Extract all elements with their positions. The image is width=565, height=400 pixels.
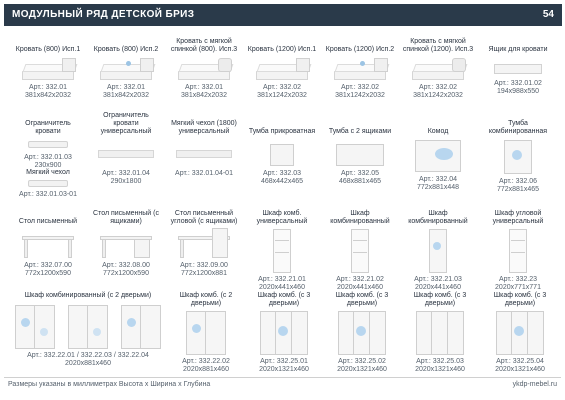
product-name: Стол письменный (с ящиками) [93, 210, 159, 225]
product-name: Кровать (800) Исп.2 [93, 46, 159, 53]
product-article: Арт.: 332.02 [262, 84, 302, 91]
product-dimensions: 381х1242х2032 [335, 92, 385, 99]
product-dimensions: 468х881х465 [338, 178, 382, 185]
product-dimensions: 772х881х465 [496, 186, 540, 193]
product-dimensions: 2020х441х460 [415, 284, 461, 291]
footer-website-link[interactable]: ykdp-mebel.ru [512, 381, 557, 388]
product-dimensions: 381х1242х2032 [413, 92, 463, 99]
product-dimensions: 2020х441х460 [337, 284, 383, 291]
footer-divider [4, 377, 561, 378]
product-article: Арт.: 332.01.04 [102, 170, 150, 177]
product-article: Арт.: 332.25.03 [416, 358, 464, 365]
cover-image [174, 138, 234, 168]
product-dimensions: 194х988х550 [496, 88, 540, 95]
wardrobe-image [414, 310, 466, 356]
product-dimensions: 2020х1321х460 [415, 366, 465, 373]
product-name: Ограничитель кровати универсальный [100, 112, 152, 135]
desk-image [20, 228, 76, 260]
drawer-image [490, 56, 546, 78]
product-article: Арт.: 332.25.01 [260, 358, 308, 365]
product-name: Комод [427, 128, 449, 135]
product-name: Кровать (1200) Исп.2 [325, 46, 395, 53]
product-article: Арт.: 332.09.00 [180, 262, 228, 269]
product-bed-800-soft[interactable] [168, 36, 240, 100]
wardrobe-image [13, 304, 57, 350]
bed-image [174, 56, 234, 82]
product-article: Арт.: 332.02 [340, 84, 380, 91]
product-name: Шкаф комбинированный [408, 210, 468, 225]
rail-image [96, 138, 156, 168]
rail-image [22, 138, 74, 152]
product-desk-corner[interactable] [168, 208, 240, 278]
product-bed-1200-v1[interactable] [246, 36, 318, 100]
product-wardrobe-2doors[interactable] [170, 290, 242, 374]
product-dimensions: 230х900 [34, 162, 62, 169]
product-name: Мягкий чехол (1800) универсальный [171, 120, 237, 135]
product-dimensions: 2020х771х771 [495, 284, 541, 291]
bed-image [18, 56, 78, 82]
product-name: Шкаф комб. (с 3 дверьми) [257, 292, 311, 307]
wardrobe-image [349, 228, 371, 274]
product-article: Арт.: 332.06 [498, 178, 538, 185]
product-name: Мягкий чехол [26, 169, 70, 176]
product-name: Шкаф комб. универсальный [256, 210, 308, 225]
product-dimensions: 381х842х2032 [25, 92, 71, 99]
product-article: Арт.: 332.01.03-01 [19, 191, 77, 198]
product-dimensions: 468х442х465 [260, 178, 304, 185]
product-wardrobe-combined-1[interactable] [324, 208, 396, 292]
product-wardrobe-3doors-3[interactable] [404, 290, 476, 374]
product-dimensions: 2020х1321х460 [337, 366, 387, 373]
product-wardrobe-3doors-1[interactable] [248, 290, 320, 374]
product-article: Арт.: 332.01 [184, 84, 224, 91]
product-article: Арт.: 332.02 [418, 84, 458, 91]
product-name: Ящик для кровати [488, 46, 548, 53]
bed-image [96, 56, 156, 82]
product-dimensions: 2020х441х460 [259, 284, 305, 291]
footer-note: Размеры указаны в миллиметрах Высота х Ширина х Глубина [8, 381, 211, 388]
product-article: Арт.: 332.23 [498, 276, 538, 283]
desk-image [176, 228, 232, 260]
product-bed-1200-v2[interactable] [324, 36, 396, 100]
product-article: Арт.: 332.22.02 [182, 358, 230, 365]
product-name: Шкаф комб. (с 3 дверьми) [413, 292, 467, 307]
product-wardrobe-2doors-set[interactable] [8, 290, 168, 368]
wardrobe-image [258, 310, 310, 356]
product-name: Тумба с 2 ящиками [328, 128, 392, 135]
product-dimensions: 772х1200х590 [103, 270, 149, 277]
product-name: Тумба комбинированная [488, 120, 548, 135]
bed-image [330, 56, 390, 82]
product-wardrobe-3doors-4[interactable] [484, 290, 556, 374]
product-dimensions: 381х842х2032 [103, 92, 149, 99]
product-article: Арт.: 332.01.03 [24, 154, 72, 161]
product-nightstand[interactable] [246, 118, 318, 186]
product-soft-cover-1800[interactable] [168, 118, 240, 178]
product-wardrobe-corner[interactable] [482, 208, 554, 292]
wardrobe-image-group [8, 304, 168, 350]
product-article: Арт.: 332.01 [28, 84, 68, 91]
product-article: Арт.: 332.01.02 [494, 80, 542, 87]
stand-image [335, 138, 385, 168]
product-article: Арт.: 332.04 [418, 176, 458, 183]
product-bed-1200-soft[interactable] [402, 36, 474, 100]
product-name: Шкаф комб. (с 2 дверьми) [179, 292, 233, 307]
product-desk[interactable] [12, 208, 84, 278]
product-dimensions: 772х881х448 [416, 184, 460, 191]
product-stand-combined[interactable] [482, 118, 554, 194]
bed-image [408, 56, 468, 82]
product-article: Арт.: 332.21.02 [336, 276, 384, 283]
product-wardrobe-combined-2[interactable] [402, 208, 474, 292]
product-name: Кровать с мягкой спинкой (800). Исп.3 [170, 38, 238, 53]
product-name: Шкаф комб. (с 3 дверьми) [493, 292, 547, 307]
product-article: Арт.: 332.25.02 [338, 358, 386, 365]
product-chest[interactable] [402, 118, 474, 192]
product-soft-cover-small[interactable] [12, 168, 84, 199]
product-dimensions: 2020х1321х460 [495, 366, 545, 373]
wardrobe-image [507, 228, 529, 274]
product-name: Кровать с мягкой спинкой (1200). Исп.3 [402, 38, 474, 53]
cover-image [22, 179, 74, 189]
page-number: 54 [542, 9, 554, 20]
wardrobe-image [271, 228, 293, 274]
product-dimensions: 2020х881х460 [65, 360, 111, 367]
product-article: Арт.: 332.05 [340, 170, 380, 177]
product-name: Кровать (800) Исп.1 [15, 46, 81, 53]
product-name: Шкаф комбинированный [330, 210, 390, 225]
desk-image [98, 228, 154, 260]
product-name: Шкаф комбинированный (с 2 дверьми) [24, 292, 152, 299]
product-bed-800-v1[interactable] [12, 36, 84, 100]
page-header [4, 4, 562, 26]
page-title: МОДУЛЬНЫЙ РЯД ДЕТСКОЙ БРИЗ [12, 9, 195, 20]
wardrobe-image [427, 228, 449, 274]
product-article: Арт.: 332.03 [262, 170, 302, 177]
product-bed-rail[interactable] [12, 118, 84, 170]
product-article: Арт.: 332.08.00 [102, 262, 150, 269]
product-wardrobe-3doors-2[interactable] [326, 290, 398, 374]
product-article: Арт.: 332.07.00 [24, 262, 72, 269]
product-name: Шкаф комб. (с 3 дверьми) [335, 292, 389, 307]
product-name: Стол письменный угловой (с ящиками) [170, 210, 238, 225]
product-dimensions: 2020х1321х460 [259, 366, 309, 373]
wardrobe-image [494, 310, 546, 356]
product-name: Ограничитель кровати [25, 120, 71, 135]
product-stand-2-drawers[interactable] [324, 118, 396, 186]
wardrobe-image [184, 310, 228, 356]
product-bed-drawer[interactable] [482, 36, 554, 96]
product-dimensions: 381х1242х2032 [257, 92, 307, 99]
wardrobe-image [119, 304, 163, 350]
bed-image [252, 56, 312, 82]
product-dimensions: 772х1200х881 [181, 270, 227, 277]
product-bed-rail-universal[interactable] [90, 112, 162, 186]
wardrobe-image [336, 310, 388, 356]
stand-image [498, 138, 538, 176]
chest-image [413, 138, 463, 174]
product-dimensions: 290х1800 [110, 178, 142, 185]
product-dimensions: 772х1200х590 [25, 270, 71, 277]
product-name: Тумба прикроватная [248, 128, 316, 135]
wardrobe-image [66, 304, 110, 350]
product-article: Арт.: 332.01 [106, 84, 146, 91]
product-name: Стол письменный [18, 218, 78, 225]
product-dimensions: 2020х881х460 [183, 366, 229, 373]
product-dimensions: 381х842х2032 [181, 92, 227, 99]
product-article: Арт.: 332.21.03 [414, 276, 462, 283]
product-article: Арт.: 332.22.01 / 332.22.03 / 332.22.04 [27, 352, 149, 359]
product-article: Арт.: 332.25.04 [496, 358, 544, 365]
nightstand-image [268, 138, 296, 168]
product-wardrobe-universal[interactable] [246, 208, 318, 292]
product-bed-800-v2[interactable] [90, 36, 162, 100]
product-article: Арт.: 332.21.01 [258, 276, 306, 283]
product-desk-drawers[interactable] [90, 208, 162, 278]
product-article: Арт.: 332.01.04-01 [175, 170, 233, 177]
product-name: Шкаф угловой универсальный [492, 210, 544, 225]
product-name: Кровать (1200) Исп.1 [247, 46, 317, 53]
